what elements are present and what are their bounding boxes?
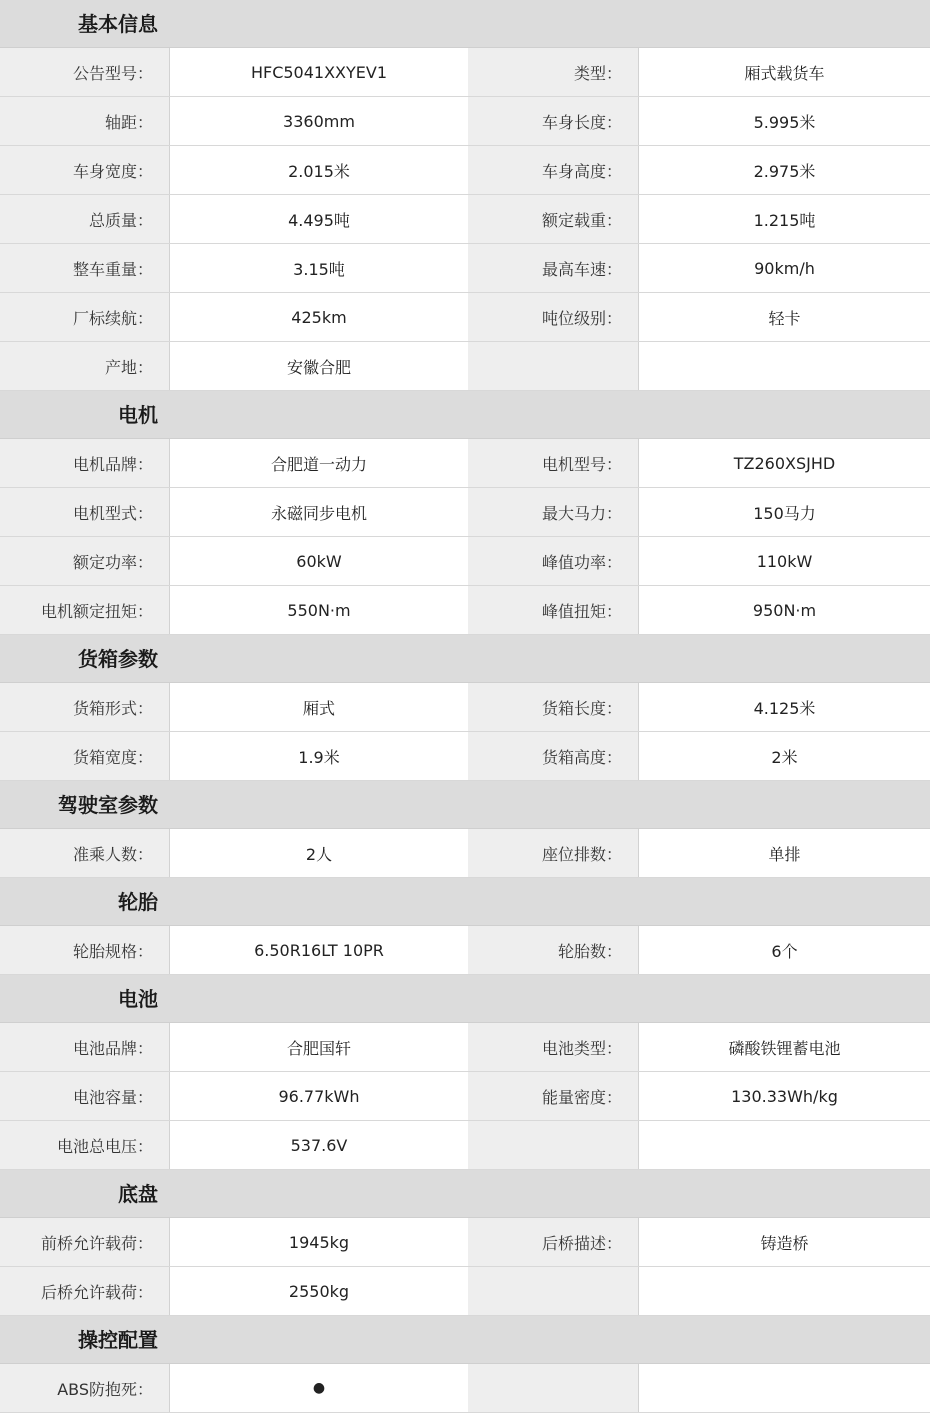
section-header [0,391,930,439]
spec-row [0,244,930,293]
spec-label [468,342,639,390]
spec-value: 5.995米 [639,97,930,145]
spec-label [468,1364,639,1412]
spec-value: 2550kg [170,1267,468,1315]
spec-value: 单排 [639,829,930,877]
spec-value: 安徽合肥 [170,342,468,390]
spec-label: 车身长度： [468,97,639,145]
section-title: 货箱参数 [78,647,158,671]
spec-value: 150马力 [639,488,930,536]
spec-value: 2米 [639,732,930,780]
spec-value [639,1267,930,1315]
spec-value [639,1364,930,1412]
spec-row [0,926,930,975]
spec-value: HFC5041XXYEV1 [170,48,468,96]
spec-label: 车身宽度： [0,146,170,194]
spec-value: 6.50R16LT 10PR [170,926,468,974]
section-header [0,0,930,48]
spec-row [0,439,930,488]
section-header [0,878,930,926]
section-header [0,781,930,829]
spec-row [0,97,930,146]
spec-label: 后桥允许载荷： [0,1267,170,1315]
spec-value: 550N·m [170,586,468,634]
spec-label: 总质量： [0,195,170,243]
spec-row [0,1023,930,1072]
section-title: 操控配置 [78,1328,158,1352]
spec-value: 2人 [170,829,468,877]
spec-label: 座位排数： [468,829,639,877]
spec-row [0,1267,930,1316]
spec-value: 合肥道一动力 [170,439,468,487]
section-title: 基本信息 [78,12,158,36]
spec-label: 厂标续航： [0,293,170,341]
spec-value: TZ260XSJHD [639,439,930,487]
spec-label [468,1267,639,1315]
spec-value [639,1121,930,1169]
spec-value: 3.15吨 [170,244,468,292]
spec-row [0,732,930,781]
spec-value: 轻卡 [639,293,930,341]
spec-row [0,195,930,244]
spec-value: 950N·m [639,586,930,634]
spec-row [0,1218,930,1267]
spec-row [0,829,930,878]
spec-value: 96.77kWh [170,1072,468,1120]
spec-value: 2.015米 [170,146,468,194]
spec-label: 电池总电压： [0,1121,170,1169]
spec-label: 额定功率： [0,537,170,585]
spec-value: 4.125米 [639,683,930,731]
spec-row [0,293,930,342]
spec-label: 最大马力： [468,488,639,536]
spec-label: 准乘人数： [0,829,170,877]
spec-value: 110kW [639,537,930,585]
spec-row [0,1121,930,1170]
spec-value: 厢式载货车 [639,48,930,96]
spec-row [0,48,930,97]
spec-value: 90km/h [639,244,930,292]
spec-label: 产地： [0,342,170,390]
spec-value: 537.6V [170,1121,468,1169]
standard-feature-dot: ● [170,1364,468,1412]
spec-row [0,683,930,732]
spec-label: 电机品牌： [0,439,170,487]
spec-value [639,342,930,390]
spec-label: 吨位级别： [468,293,639,341]
spec-row [0,586,930,635]
spec-label: 车身高度： [468,146,639,194]
section-title: 电池 [118,987,158,1011]
spec-label: 电池容量： [0,1072,170,1120]
spec-row [0,537,930,586]
spec-value: 铸造桥 [639,1218,930,1266]
spec-label: 电机额定扭矩： [0,586,170,634]
spec-label: 电机型式： [0,488,170,536]
spec-value: 425km [170,293,468,341]
spec-label: 货箱形式： [0,683,170,731]
spec-label: 前桥允许载荷： [0,1218,170,1266]
spec-row [0,1364,930,1413]
spec-label [468,1121,639,1169]
spec-label: 类型： [468,48,639,96]
spec-value: 4.495吨 [170,195,468,243]
spec-label: 电池类型： [468,1023,639,1071]
spec-label: 公告型号： [0,48,170,96]
spec-label: 货箱高度： [468,732,639,780]
spec-label: 轮胎规格： [0,926,170,974]
spec-value: 合肥国轩 [170,1023,468,1071]
spec-label: 电池品牌： [0,1023,170,1071]
spec-value: 磷酸铁锂蓄电池 [639,1023,930,1071]
spec-label: 货箱长度： [468,683,639,731]
spec-label: 峰值功率： [468,537,639,585]
spec-value: 3360mm [170,97,468,145]
section-header [0,1170,930,1218]
section-header [0,1316,930,1364]
spec-value: 永磁同步电机 [170,488,468,536]
section-header [0,975,930,1023]
section-title: 底盘 [118,1182,158,1206]
spec-value: 2.975米 [639,146,930,194]
spec-value: 6个 [639,926,930,974]
spec-label: 后桥描述： [468,1218,639,1266]
spec-value: 1.9米 [170,732,468,780]
spec-label: ABS防抱死： [0,1364,170,1412]
spec-label: 额定载重： [468,195,639,243]
section-title: 驾驶室参数 [58,793,158,817]
spec-row [0,1072,930,1121]
section-title: 电机 [118,403,158,427]
spec-value: 60kW [170,537,468,585]
spec-row [0,342,930,391]
section-header [0,635,930,683]
spec-label: 峰值扭矩： [468,586,639,634]
spec-label: 最高车速： [468,244,639,292]
spec-value: 1945kg [170,1218,468,1266]
spec-label: 货箱宽度： [0,732,170,780]
section-title: 轮胎 [118,890,158,914]
spec-label: 整车重量： [0,244,170,292]
spec-label: 轴距： [0,97,170,145]
spec-value: 130.33Wh/kg [639,1072,930,1120]
spec-value: 厢式 [170,683,468,731]
spec-value: 1.215吨 [639,195,930,243]
spec-row [0,488,930,537]
spec-row [0,146,930,195]
spec-label: 轮胎数： [468,926,639,974]
spec-label: 电机型号： [468,439,639,487]
spec-label: 能量密度： [468,1072,639,1120]
